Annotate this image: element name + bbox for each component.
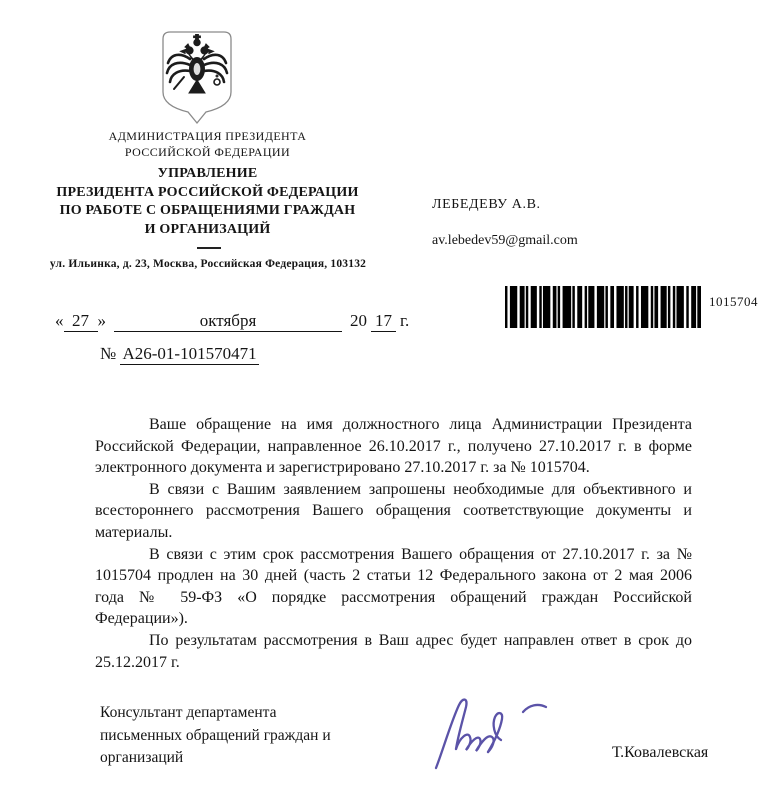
letter-body [95,414,692,673]
dept-name [20,165,395,239]
signer-title-line: письменных обращений граждан и [100,726,331,744]
handwritten-signature [420,686,570,776]
body-line: электронного документа и зарегистрировано 27.10.2017 г. за № 1015704. [95,459,590,477]
body-line: года № 59-ФЗ «О порядке рассмотрения обращений граждан Российской [95,588,692,606]
date-suffix: г. [400,311,410,330]
signer-name: Т.Ковалевская [612,744,709,761]
signer-title-line: Консультант департамента [100,704,277,721]
signer-title-line: организаций [100,749,184,766]
registration-number-line [100,344,259,364]
body-line: Федерации»). [95,610,188,628]
org-name-line: РОССИЙСКОЙ ФЕДЕРАЦИИ [124,144,291,159]
paragraph [95,630,692,673]
body-line: В связи с Вашим заявлением запрошены необходимые для объективного и [149,480,692,498]
letterhead-divider [197,247,221,249]
recipient-email: av.lebedev59@gmail.com [432,233,578,248]
date-month: октября [114,311,342,332]
body-line: Ваше обращение на имя должностного лица Администрации Президента [149,416,692,433]
dept-name-line: ПРЕЗИДЕНТА РОССИЙСКОЙ ФЕДЕРАЦИИ [56,184,359,200]
barcode [505,286,701,328]
quote-close: » [97,311,106,330]
signer-title [100,702,380,770]
paragraph [95,414,692,479]
paragraph [95,544,692,630]
registration-number: А26-01-101570471 [122,344,257,363]
body-line: всестороннего рассмотрения Вашего обращения соответствующие документы и [95,502,692,520]
body-line: По результатам рассмотрения в Ваш адрес будет направлен ответ в срок до [149,631,692,649]
date-year: 17 [371,311,396,332]
signature-stroke [436,700,546,768]
number-sign: № [100,344,117,363]
org-name [20,129,395,160]
coat-of-arms-icon [157,28,237,128]
dept-name-line: ПО РАБОТЕ С ОБРАЩЕНИЯМИ ГРАЖДАН [59,203,356,218]
date-line [55,311,409,332]
barcode-label: 1015704 [709,294,758,309]
body-line: материалы. [95,523,173,541]
org-address: ул. Ильинка, д. 23, Москва, Российская Федерация, 103132 [49,258,367,270]
body-line: В связи с этим срок рассмотрения Вашего обращения от 27.10.2017 г. за № [149,545,692,563]
date-century: 20 [350,311,367,330]
org-name-line: АДМИНИСТРАЦИЯ ПРЕЗИДЕНТА [108,129,307,143]
body-line: 25.12.2017 г. [95,653,180,671]
recipient-name: ЛЕБЕДЕВУ А.В. [432,197,541,212]
dept-name-line: УПРАВЛЕНИЕ [157,166,258,181]
paragraph [95,479,692,544]
quote-open: « [55,311,64,330]
date-day: 27 [64,311,98,332]
dept-name-line: И ОРГАНИЗАЦИЙ [144,221,271,237]
body-line: Российской Федерации, направленное 26.10.2017 г., получено 27.10.2017 г. в форме [95,437,692,455]
body-line: 1015704 продлен на 30 дней (часть 2 статьи 12 Федерального закона от 2 мая 2006 [95,567,692,585]
